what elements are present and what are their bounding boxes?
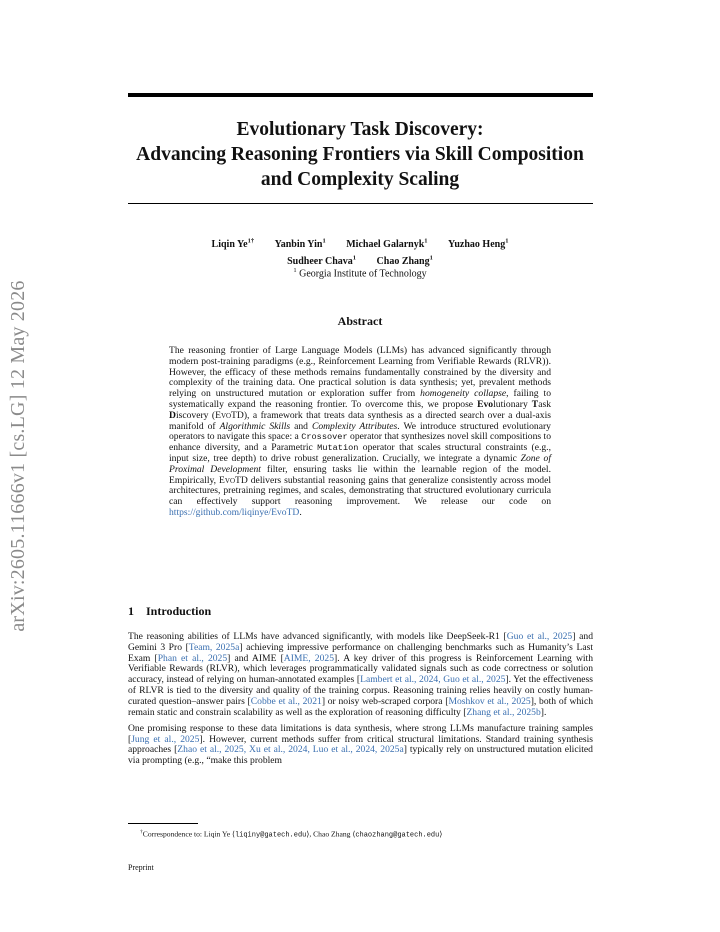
paper-title	[110, 117, 610, 192]
footnote-rule	[128, 823, 198, 824]
title-top-rule	[128, 93, 593, 97]
title-line-2: Advancing Reasoning Frontiers via Skill Composition	[136, 144, 584, 165]
author: Sudheer Chava$^1$	[287, 254, 357, 267]
paragraph: The reasoning abilities of LLMs have advanced significantly, with models like DeepSeek-R1 [Guo et al., 2025] and Gemini 3 Pro [Team, 2025a] achieving impressive performance on challenging benchmarks such as Humanity’s Last Exam [Phan et al., 2025] and AIME [AIME, 2025]. A key driver of this progress is Reinforcement Learning with Verifiable Rewards (RLVR), which leverages programmatically validated signals such as code correctness or solution accuracy, instead of relying on human-annotated examples [Lambert et al., 2024, Guo et al., 2025]. Yet the effectiveness of RLVR is tied to the diversity and quality of the training corpus. Reasoning training relies heavily on costly human-curated question–answer pairs [Cobbe et al., 2021] or noisy web-scraped corpora [Moshkov et al., 2025], both of which remain static and constrain scalability as well as the exploration of reasoning difficulty [Zhang et al., 2025b].	[128, 631, 593, 718]
author: Yuzhao Heng$^1$	[448, 238, 509, 251]
introduction-body	[128, 632, 593, 773]
title-bottom-rule	[128, 203, 593, 204]
citation-link[interactable]: Team, 2025a	[188, 641, 240, 653]
arxiv-stamp: arXiv:2605.11666v1 [cs.LG] 12 May 2026	[7, 280, 29, 632]
citation-link[interactable]: Zhang et al., 2025b	[466, 706, 541, 718]
citation-link[interactable]: Lambert et al., 2024, Guo et al., 2025	[360, 674, 506, 686]
author: Liqin $Ye^{1\dagger}$	[211, 238, 255, 251]
email: chaozhang@gatech.edu	[355, 831, 440, 840]
author: Michael Galarnyk$^1$	[346, 238, 428, 251]
citation-link[interactable]: Zhao et al., 2025, Xu et al., 2024, Luo et al., 2024, 2025a	[177, 744, 404, 756]
author-list	[150, 235, 570, 268]
footnote: †Correspondence to: Liqin Ye ⟨liqiny@gatech.edu⟩, Chao Zhang ⟨chaozhang@gatech.edu⟩	[140, 829, 443, 840]
preprint-label: Preprint	[128, 863, 154, 872]
citation-link[interactable]: AIME, 2025	[283, 652, 334, 664]
email: liqiny@gatech.edu	[234, 831, 307, 840]
affiliation: $^1$ Georgia Institute of Technology	[293, 267, 427, 280]
citation-link[interactable]: Phan et al., 2025	[157, 652, 228, 664]
citation-link[interactable]: Guo et al., 2025	[506, 631, 573, 642]
citation-link[interactable]: Cobbe et al., 2021	[250, 695, 322, 707]
title-line-1: Evolutionary Task Discovery:	[236, 119, 484, 140]
citation-link[interactable]: Moshkov et al., 2025	[448, 695, 531, 707]
title-line-3: and Complexity Scaling	[260, 169, 460, 190]
abstract-heading: Abstract	[337, 314, 383, 328]
author: Chao Zhang$^1$	[376, 254, 433, 267]
author: Yanbin Yin$^1$	[274, 238, 326, 251]
citation-link[interactable]: Jung et al., 2025	[131, 733, 200, 745]
section-heading-introduction: 1 Introduction	[128, 604, 212, 618]
author-row-1	[150, 235, 570, 251]
code-link[interactable]: https://github.com/liqinye/EvoTD	[169, 506, 300, 518]
abstract-body: The reasoning frontier of Large Language Models (LLMs) has advanced significantly through modern post-training paradigms (e.g., Reinforcement Learning from Verifiable Rewards (RLVR)). However, the efficacy of these methods remains fundamentally constrained by the diversity and complexity of the training data. One practical solution is data synthesis; yet, prevalent methods relying on unstructured mutation or exploration suffer from homogeneity collapse, failing to systematically expand the reasoning frontier. To overcome this, we propose Evolutionary Task Discovery (EvoTD), a framework that treats data synthesis as a directed search over a dual-axis manifold of Algorithmic Skills and Complexity Attributes. We introduce structured evolutionary operators to navigate this space: a Crossover operator that synthesizes novel skill compositions to enhance diversity, and a Parametric Mutation operator that scales structural constraints (e.g., input size, tree depth) to drive robust generalization. Crucially, we integrate a dynamic Zone of Proximal Development filter, ensuring tasks lie within the learnable region of the model. Empirically, EvoTD delivers substantial reasoning gains that generalize consistently across model architectures, pretraining regimes, and scales, demonstrating that structured evolutionary curricula can effectively support reasoning improvement. We release our code on https://github.com/liqinye/EvoTD.	[169, 345, 552, 518]
paragraph: One promising response to these data limitations is data synthesis, where strong LLMs manufacture training samples [Jung et al., 2025]. However, current methods suffer from critical structural limitations. Standard training synthesis approaches [Zhao et al., 2025, Xu et al., 2024, Luo et al., 2024, 2025a] typically rely on unstructured mutation elicited via prompting (e.g., “make this problem	[128, 722, 593, 767]
